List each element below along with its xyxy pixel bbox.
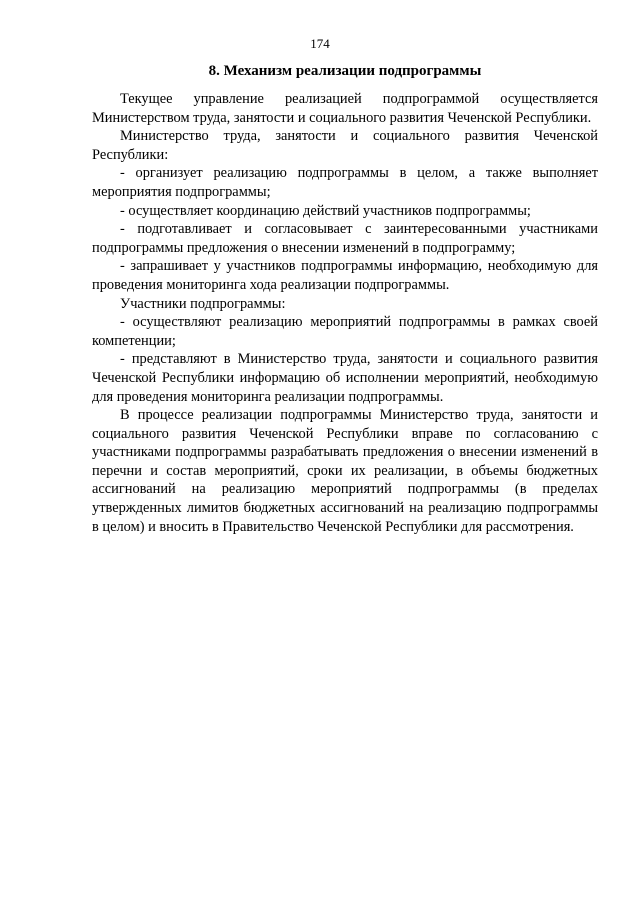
paragraph-management: Текущее управление реализацией подпрограммой осуществляется Министерством труда, занятости и социального развития Чеченской Республики.: [92, 91, 598, 126]
paragraph-ministry-intro: Министерство труда, занятости и социального развития Чеченской Республики:: [92, 128, 598, 163]
paragraph-participants-intro: Участники подпрограммы:: [120, 295, 286, 312]
document-body: [92, 90, 598, 536]
list-item-requests: - запрашивает у участников подпрограммы информацию, необходимую для проведения мониторинга хода реализации подпрограммы.: [92, 258, 598, 293]
list-item-coordinates: - осуществляет координацию действий участников подпрограммы;: [120, 202, 531, 219]
list-item-implement: - осуществляют реализацию мероприятий подпрограммы в рамках своей компетенции;: [92, 314, 598, 349]
paragraph-process: В процессе реализации подпрограммы Министерство труда, занятости и социального развития Чеченской Республики вправе по согласованию с участниками подпрограммы разрабатывать предложения о внесении изменений в перечни и состав мероприятий, сроки их реализации, в объемы бюджетных ассигнований на реализацию мероприятий подпрограммы (в пределах утвержденных лимитов бюджетных ассигнований на реализацию подпрограммы в целом) и вносить в Правительство Чеченской Республики для рассмотрения.: [92, 407, 598, 535]
section-heading: 8. Механизм реализации подпрограммы: [208, 63, 482, 79]
page-number: 174: [310, 36, 330, 51]
list-item-prepares: - подготавливает и согласовывает с заинтересованными участниками подпрограммы предложения о внесении изменений в подпрограмму;: [92, 221, 598, 256]
list-item-report: - представляют в Министерство труда, занятости и социального развития Чеченской Республики информацию об исполнении мероприятий, необходимую для проведения мониторинга реализации подпрограммы.: [92, 351, 598, 405]
list-item-organizes: - организует реализацию подпрограммы в целом, а также выполняет мероприятия подпрограммы;: [92, 165, 598, 200]
